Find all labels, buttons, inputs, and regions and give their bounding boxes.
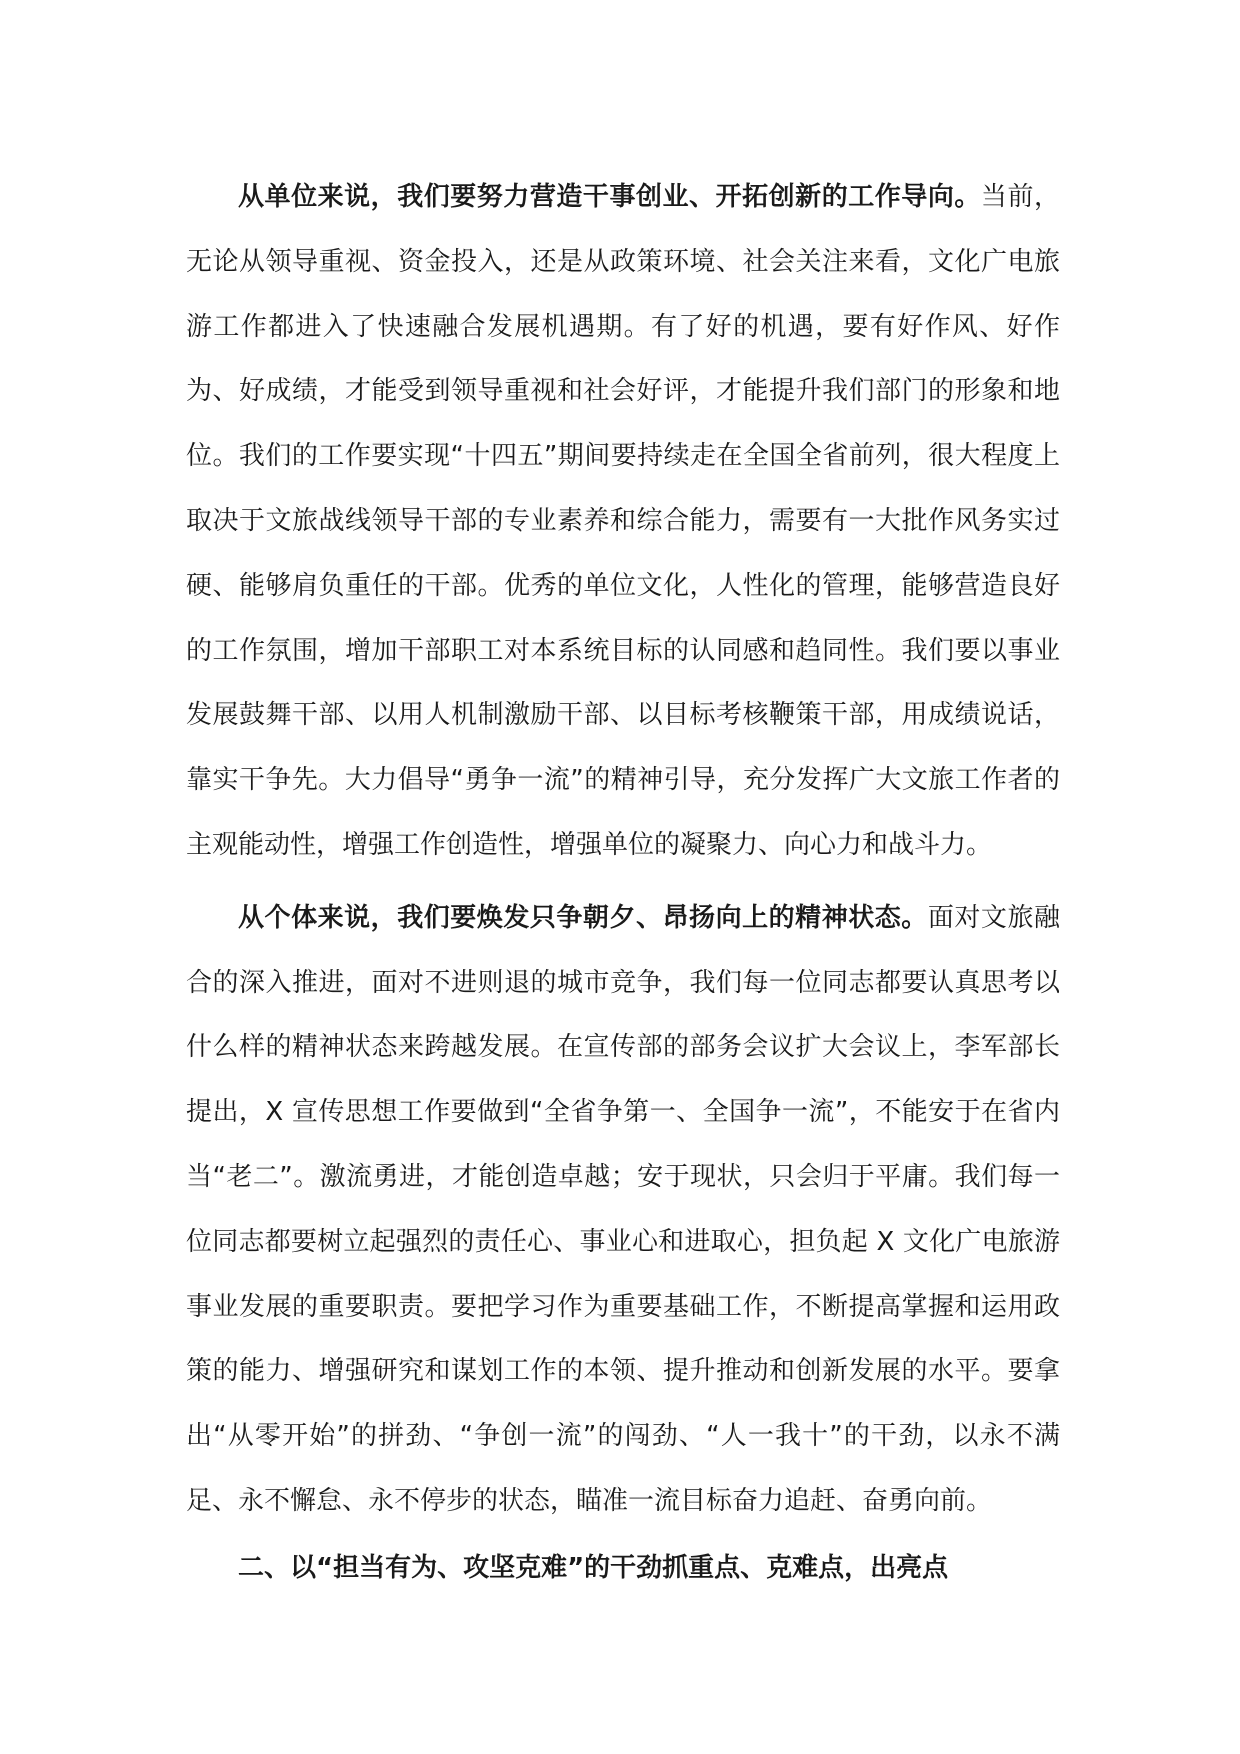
paragraph-lead: 从单位来说，我们要努力营造干事创业、开拓创新的工作导向。 bbox=[238, 182, 981, 212]
section-heading: 二、以“担当有为、攻坚克难”的干劲抓重点、克难点，出亮点 bbox=[238, 1552, 949, 1583]
paragraph-body: 面对文旅融合的深入推进，面对不进则退的城市竞争，我们每一位同志都要认真思考以什么样的精神状态来跨越发展。在宣传部的部务会议扩大会议上，李军部长提出，X 宣传思想工作要做到“全省争第一、全国争一流”，不能安于在省内当“老二”。激流勇进，才能创造卓越；安于现状，只会归于平庸。我们每一位同志都要树立起强烈的责任心、事业心和进取心，担负起 X 文化广电旅游事业发展的重要职责。要把学习作为重要基础工作，不断提高掌握和运用政策的能力、增强研究和谋划工作的本领、提升推动和创新发展的水平。要拿出“从零开始”的拼劲、“争创一流”的闯劲、“人一我十”的干劲，以永不满足、永不懈怠、永不停步的状态，瞄准一流目标奋力追赶、奋勇向前。 bbox=[186, 902, 1060, 1516]
paragraph-lead: 从个体来说，我们要焕发只争朝夕、昂扬向上的精神状态。 bbox=[238, 902, 928, 933]
document-body bbox=[186, 165, 1060, 1600]
paragraph-unit bbox=[186, 165, 1060, 878]
paragraph-body: 当前，无论从领导重视、资金投入，还是从政策环境、社会关注来看，文化广电旅游工作都进入了快速融合发展机遇期。有了好的机遇，要有好作风、好作为、好成绩，才能受到领导重视和社会好评，才能提升我们部门的形象和地位。我们的工作要实现“十四五”期间要持续走在全国全省前列，很大程度上取决于文旅战线领导干部的专业素养和综合能力，需要有一大批作风务实过硬、能够肩负重任的干部。优秀的单位文化，人性化的管理，能够营造良好的工作氛围，增加干部职工对本系统目标的认同感和趋同性。我们要以事业发展鼓舞干部、以用人机制激励干部、以目标考核鞭策干部，用成绩说话，靠实干争先。大力倡导“勇争一流”的精神引导，充分发挥广大文旅工作者的主观能动性，增强工作创造性，增强单位的凝聚力、向心力和战斗力。 bbox=[186, 182, 1060, 860]
paragraph-individual bbox=[186, 886, 1060, 1534]
